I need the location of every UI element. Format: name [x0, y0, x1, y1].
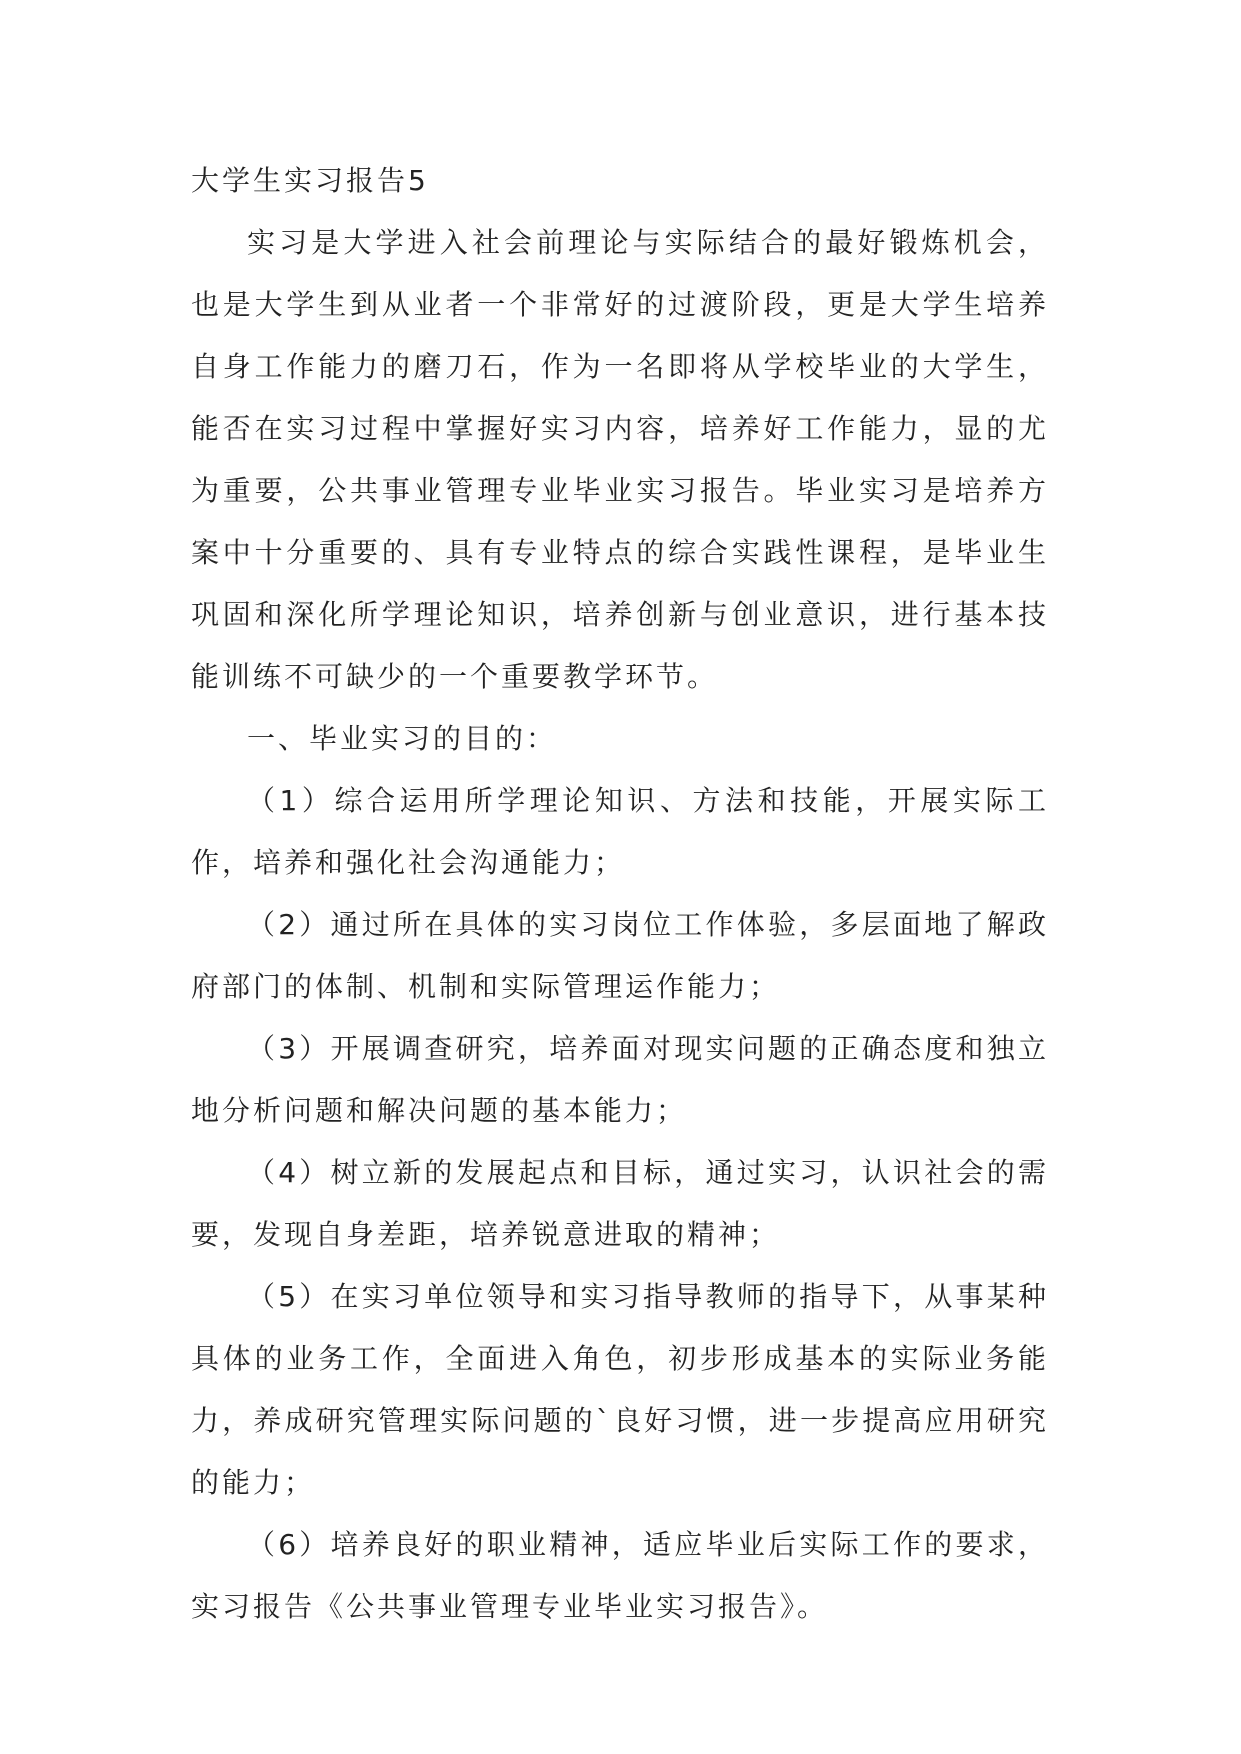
document-body [191, 150, 1049, 1638]
document-title: 大学生实习报告5 [191, 164, 429, 197]
list-item-purpose-1: （1）综合运用所学理论知识、方法和技能，开展实际工作，培养和强化社会沟通能力； [191, 784, 1049, 879]
list-item-purpose-4: （4）树立新的发展起点和目标，通过实习，认识社会的需要，发现自身差距，培养锐意进取的精神； [191, 1156, 1049, 1251]
list-item-purpose-5: （5）在实习单位领导和实习指导教师的指导下，从事某种具体的业务工作，全面进入角色，初步形成基本的实际业务能力，养成研究管理实际问题的`良好习惯，进一步提高应用研究的能力； [191, 1280, 1049, 1499]
section-heading-purpose: 一、毕业实习的目的： [247, 722, 558, 755]
paragraph-intro: 实习是大学进入社会前理论与实际结合的最好锻炼机会，也是大学生到从业者一个非常好的过渡阶段，更是大学生培养自身工作能力的磨刀石，作为一名即将从学校毕业的大学生，能否在实习过程中掌握好实习内容，培养好工作能力，显的尤为重要，公共事业管理专业毕业实习报告。毕业实习是培养方案中十分重要的、具有专业特点的综合实践性课程，是毕业生巩固和深化所学理论知识，培养创新与创业意识，进行基本技能训练不可缺少的一个重要教学环节。 [191, 226, 1049, 693]
list-item-purpose-2: （2）通过所在具体的实习岗位工作体验，多层面地了解政府部门的体制、机制和实际管理运作能力； [191, 908, 1049, 1003]
list-item-purpose-6: （6）培养良好的职业精神，适应毕业后实际工作的要求，实习报告《公共事业管理专业毕业实习报告》。 [191, 1528, 1049, 1623]
list-item-purpose-3: （3）开展调查研究，培养面对现实问题的正确态度和独立地分析问题和解决问题的基本能力； [191, 1032, 1049, 1127]
